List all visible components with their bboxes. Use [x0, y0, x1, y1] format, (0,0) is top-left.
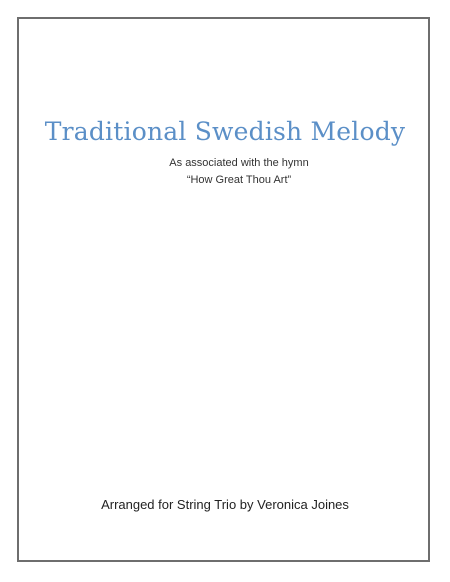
page-title: Traditional Swedish Melody	[44, 117, 406, 146]
page-border-frame	[17, 17, 430, 562]
arranger-credit: Arranged for String Trio by Veronica Joines	[101, 497, 349, 512]
subtitle-line-2: “How Great Thou Art”	[186, 174, 292, 186]
subtitle-line-1: As associated with the hymn	[169, 157, 309, 169]
